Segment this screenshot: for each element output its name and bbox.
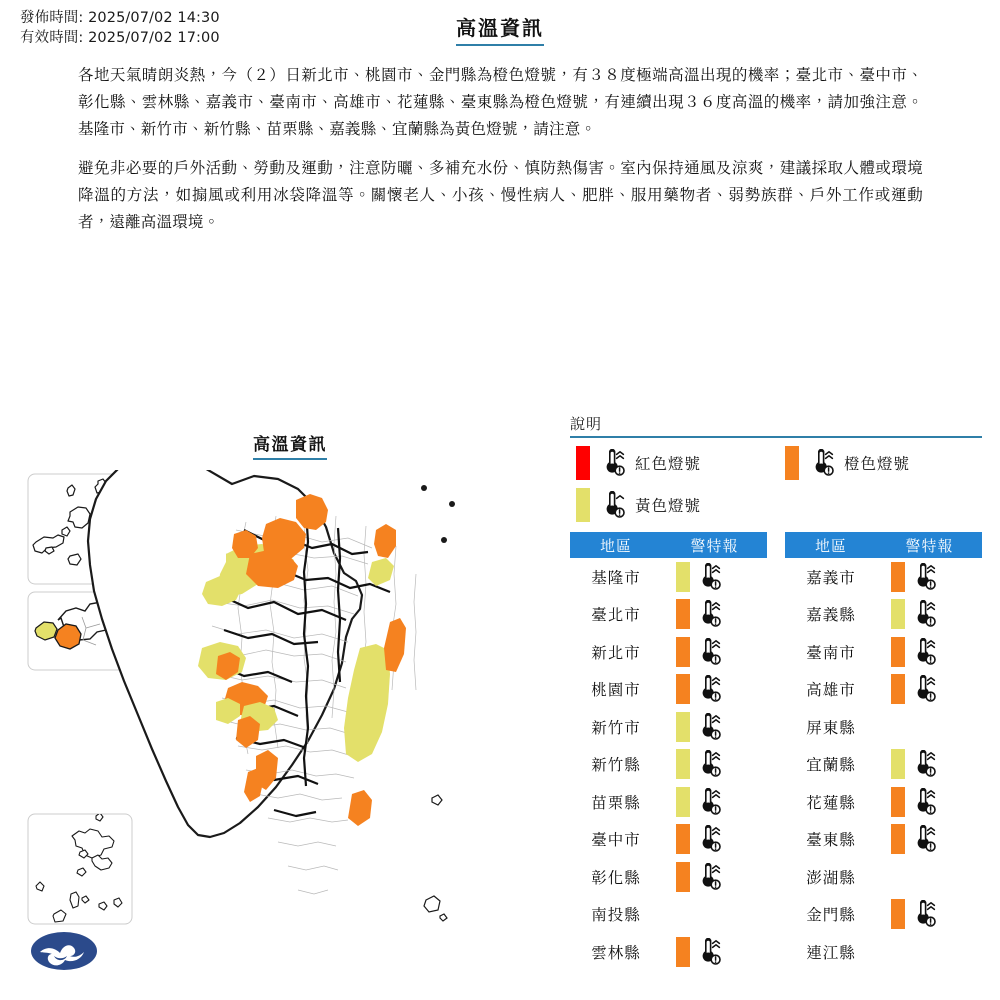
region-name: 連江縣 [806,943,856,962]
region-name: 臺北市 [591,606,641,625]
warning-color-bar-orange [891,787,905,817]
advisory-paragraph-1: 各地天氣晴朗炎熱，今（２）日新北市、桃園市、金門縣為橙色燈號，有３８度極端高溫出現的機率；臺北市、臺中市、彰化縣、雲林縣、嘉義市、臺南市、高雄市、花蓮縣、臺東縣為橙色燈號，有連續出現３６度高溫的機率，請加強注意。基隆市、新竹市、新竹縣、苗栗縣、嘉義縣、宜蘭縣為黃色燈號，請注意。 [78,66,923,138]
warning-color-bar-orange [676,937,690,967]
table-row[interactable] [785,633,982,671]
thermometer-icon [690,563,722,591]
table-row[interactable] [570,821,767,859]
region-name: 臺南市 [806,643,856,662]
thermometer-icon [905,825,937,853]
thermometer-icon [690,825,722,853]
issue-time: 發佈時間: 2025/07/02 14:30 [20,10,220,26]
region-name: 金門縣 [806,906,856,925]
warning-color-bar-orange [676,824,690,854]
page-title [0,12,1000,46]
thermometer-icon [690,675,722,703]
warning-color-bar-yellow [676,712,690,742]
region-name: 嘉義市 [806,568,856,587]
region-name: 新北市 [591,643,641,662]
map-islet-orchid-island [424,896,440,912]
warning-cell [662,712,767,742]
table-row[interactable] [570,858,767,896]
thermometer-icon [905,600,937,628]
map-taiwan-main [88,470,455,921]
thermometer-icon [905,675,937,703]
table-header-left [570,532,767,558]
page-header [0,0,1000,58]
thermometer-icon [690,938,722,966]
thermometer-icon [594,491,626,519]
table-row[interactable] [785,933,982,971]
warning-color-bar-orange [891,899,905,929]
legend-label-orange: 橙色燈號 [844,455,911,473]
legend-item-red [576,446,701,480]
region-name: 宜蘭縣 [806,756,856,775]
table-row[interactable] [570,746,767,784]
column-header-warning: 警特報 [905,536,954,555]
map-zone-yellow-yilan [368,558,394,586]
taiwan-warning-map[interactable] [20,470,560,980]
warning-cell [877,824,982,854]
warning-cell [662,862,767,892]
table-row[interactable] [570,708,767,746]
warning-color-bar-orange [676,599,690,629]
region-name: 雲林縣 [591,943,641,962]
table-row[interactable] [785,671,982,709]
thermometer-icon [690,863,722,891]
map-title-text: 高溫資訊 [253,430,327,460]
thermometer-icon [690,600,722,628]
legend-swatch-yellow [576,488,590,522]
region-name: 桃園市 [591,681,641,700]
warning-color-bar-yellow [676,562,690,592]
column-header-region: 地區 [599,536,632,555]
region-name: 新竹市 [591,718,641,737]
map-islet-dot-3 [441,537,447,543]
map-islet-dot-2 [449,501,455,507]
thermometer-icon [905,563,937,591]
cwa-logo-icon [30,930,98,972]
region-name: 臺中市 [591,831,641,850]
warning-cell [877,674,982,704]
warning-cell [877,899,982,929]
warning-cell [662,599,767,629]
legend-swatch-orange [785,446,799,480]
cwa-logo [30,930,98,972]
warning-cell [877,599,982,629]
thermometer-icon [905,750,937,778]
table-row[interactable] [785,746,982,784]
table-row[interactable] [785,558,982,596]
warning-color-bar-orange [891,562,905,592]
warning-cell [877,787,982,817]
thermometer-icon [690,638,722,666]
warning-color-bar-orange [676,862,690,892]
warning-cell [662,562,767,592]
warning-color-bar-orange [676,637,690,667]
region-name: 臺東縣 [806,831,856,850]
warning-tables [570,532,982,971]
warning-table-right [785,532,982,971]
advisory-text [78,62,923,248]
table-row[interactable] [570,558,767,596]
advisory-paragraph-2: 避免非必要的戶外活動、勞動及運動，注意防曬、多補充水份、慎防熱傷害。室內保持通風及涼爽，建議採取人體或環境降溫的方法，如搧風或利用冰袋降溫等。關懷老人、小孩、慢性病人、肥胖、服用藥物者、弱勢族群、戶外工作或運動者，遠離高溫環境。 [78,159,923,231]
table-header-right [785,532,982,558]
warning-color-bar-yellow [676,749,690,779]
warning-color-bar-yellow [891,599,905,629]
warning-cell [662,637,767,667]
region-name: 花蓮縣 [806,793,856,812]
map-zone-orange-hualien-coast [384,618,406,672]
warning-color-bar-orange [676,674,690,704]
table-row[interactable] [785,896,982,934]
map-panel [20,415,560,1000]
warning-color-bar-yellow [891,749,905,779]
table-row[interactable] [570,596,767,634]
region-name: 屏東縣 [806,718,856,737]
thermometer-icon [905,788,937,816]
warning-color-bar-orange [891,674,905,704]
warning-cell [877,562,982,592]
map-islet-small [440,914,447,921]
warning-cell [662,749,767,779]
map-zone-yellow-east-valley [344,644,390,762]
warning-table-left [570,532,767,971]
region-name: 澎湖縣 [806,868,856,887]
warning-cell [877,749,982,779]
legend-item-yellow [576,488,701,522]
legend-item-orange [785,446,910,480]
thermometer-icon [905,900,937,928]
region-name: 新竹縣 [591,756,641,775]
map-zone-orange-taitung [348,790,372,826]
legend-title: 說明 [570,415,603,433]
legend-list [570,446,982,528]
region-name: 南投縣 [591,906,641,925]
valid-time: 有效時間: 2025/07/02 17:00 [20,30,220,46]
warning-color-bar-orange [891,824,905,854]
legend-swatch-red [576,446,590,480]
table-row[interactable] [785,821,982,859]
table-row[interactable] [785,596,982,634]
warning-cell [662,787,767,817]
warning-cell [877,637,982,667]
page-title-text: 高溫資訊 [456,12,544,46]
thermometer-icon [690,713,722,741]
thermometer-icon [690,788,722,816]
region-name: 彰化縣 [591,868,641,887]
legend-label-red: 紅色燈號 [635,455,702,473]
region-name: 苗栗縣 [591,793,641,812]
table-row[interactable] [785,783,982,821]
table-row[interactable] [570,783,767,821]
warning-color-bar-yellow [676,787,690,817]
table-row[interactable] [570,896,767,934]
legend-divider [570,436,982,438]
region-name: 嘉義縣 [806,606,856,625]
column-header-region: 地區 [814,536,847,555]
table-row[interactable] [570,671,767,709]
map-islet-green-island [432,795,442,805]
thermometer-icon [803,449,835,477]
warning-cell [662,674,767,704]
map-inset-penghu [28,813,132,924]
table-row[interactable] [785,708,982,746]
legend-and-table-panel [570,415,982,971]
thermometer-icon [594,449,626,477]
legend-label-yellow: 黃色燈號 [635,497,702,515]
region-name: 基隆市 [591,568,641,587]
warning-color-bar-orange [891,637,905,667]
map-title [20,430,560,460]
region-name: 高雄市 [806,681,856,700]
map-islet-dot-1 [421,485,427,491]
thermometer-icon [690,750,722,778]
warning-cell [662,937,767,967]
table-row[interactable] [570,633,767,671]
table-row[interactable] [570,933,767,971]
warning-cell [662,824,767,854]
column-header-warning: 警特報 [690,536,739,555]
map-zone-orange-hualien-north [374,524,396,558]
thermometer-icon [905,638,937,666]
table-row[interactable] [785,858,982,896]
